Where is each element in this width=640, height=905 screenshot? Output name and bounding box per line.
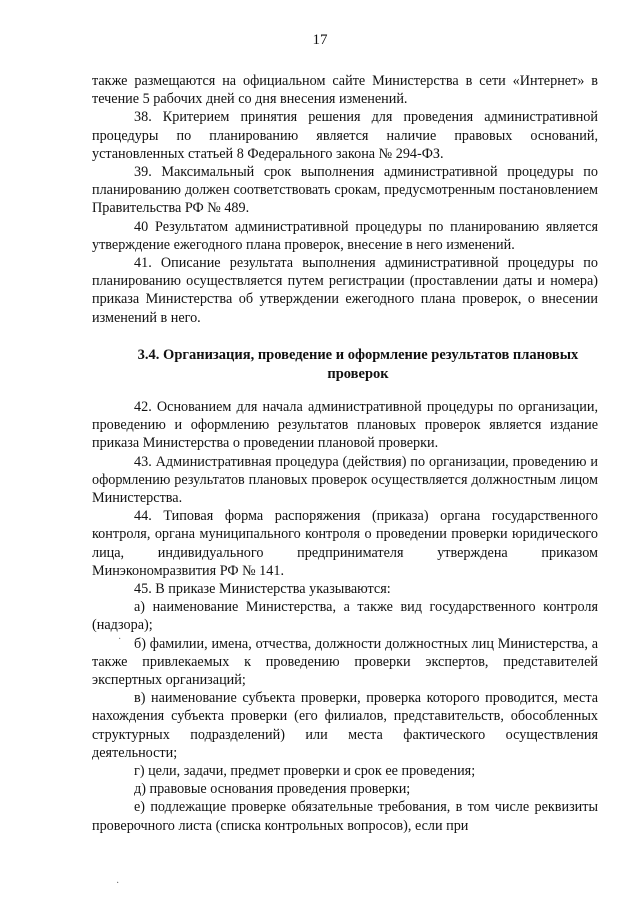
paragraph-42: 42. Основанием для начала административной процедуры по организации, проведению и оформлению результатов плановых проверок является издание приказа Министерства о проведении плановой проверки. <box>92 399 598 452</box>
list-item-b: б) фамилии, имена, отчества, должности должностных лиц Министерства, а также привлекаемых к проведению проверки экспертов, представителей экспертных организаций; <box>92 635 598 689</box>
scan-speck: · <box>116 878 120 889</box>
page-number: 17 <box>312 32 328 48</box>
list-item-a: а) наименование Министерства, а также вид государственного контроля (надзора); <box>92 599 598 634</box>
list-item-g: г) цели, задачи, предмет проверки и срок ее проведения; <box>134 763 476 780</box>
paragraph-43: 43. Административная процедура (действия) по организации, проведению и оформлению результатов плановых проверок осуществляется должностным лицом Министерства. <box>92 453 598 507</box>
paragraph-45: 45. В приказе Министерства указываются: <box>134 581 391 598</box>
paragraph-40: 40 Результатом административной процедуры по планированию является утверждение ежегодного плана проверок, внесение в него изменений. <box>92 218 598 253</box>
paragraph-continuation: также размещаются на официальном сайте Министерства в сети «Интернет» в течение 5 рабочих дней со дня внесения изменений. <box>92 73 598 108</box>
section-inspections-text <box>92 398 598 835</box>
scan-speck: · <box>118 634 122 645</box>
paragraph-41: 41. Описание результата выполнения административной процедуры по планированию осуществляется путем регистрации (проставлении даты и номера) приказа Министерства об утверждении ежегодного плана проверок, о внесении изменений в него. <box>92 255 598 326</box>
list-item-v: в) наименование субъекта проверки, проверка которого проводится, места нахождения субъекта проверки (его филиалов, представительств, обособленных структурных подразделений) или места фактического осуществления деятельности; <box>92 690 598 761</box>
paragraph-38: 38. Критерием принятия решения для проведения административной процедуры по планированию является наличие правовых оснований, установленных статьей 8 Федерального закона № 294-ФЗ. <box>92 109 598 162</box>
section-heading: 3.4. Организация, проведение и оформление результатов плановых проверок <box>137 347 579 382</box>
section-planning-text <box>92 72 598 327</box>
paragraph-39: 39. Максимальный срок выполнения административной процедуры по планированию должен соответствовать срокам, предусмотренным постановлением Правительства РФ № 489. <box>92 164 598 217</box>
paragraph-44: 44. Типовая форма распоряжения (приказа) органа государственного контроля, органа муниципального контроля о проведении проверки юридического лица, индивидуального предпринимателя утверждена приказом Минэкономразвития РФ № 141. <box>92 508 598 579</box>
list-item-e: е) подлежащие проверке обязательные требования, в том числе реквизиты проверочного листа (списка контрольных вопросов), если при <box>92 799 598 834</box>
list-item-d: д) правовые основания проведения проверки; <box>134 781 411 798</box>
